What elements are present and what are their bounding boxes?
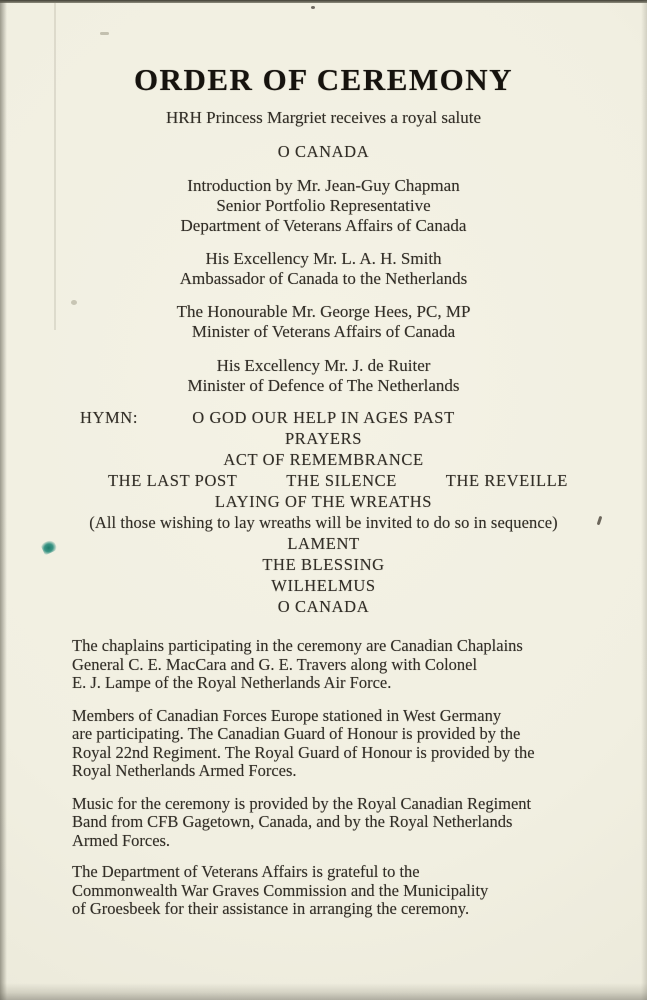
programme-item-act-of-remembrance: ACT OF REMEMBRANCE bbox=[223, 450, 424, 469]
scan-speck bbox=[311, 6, 315, 9]
speaker-line: His Excellency Mr. L. A. H. Smith bbox=[205, 249, 442, 268]
paragraph-line: Band from CFB Gagetown, Canada, and by the Royal Netherlands bbox=[72, 812, 513, 831]
ceremony-paragraph-guards bbox=[72, 707, 647, 781]
programme-item-prayers: PRAYERS bbox=[285, 429, 362, 448]
opening-anthem: O CANADA bbox=[277, 142, 370, 161]
speaker-line: Minister of Defence of The Netherlands bbox=[187, 376, 460, 395]
speaker-block-minister-defence bbox=[0, 356, 647, 396]
bugle-calls-row bbox=[108, 470, 568, 491]
scan-edge-left bbox=[0, 0, 7, 1000]
paragraph-line: E. J. Lampe of the Royal Netherlands Air Force. bbox=[72, 673, 392, 692]
paragraph-line: Members of Canadian Forces Europe stationed in West Germany bbox=[72, 705, 502, 725]
scan-edge-bottom bbox=[0, 983, 647, 1000]
speaker-line: Minister of Veterans Affairs of Canada bbox=[191, 322, 456, 341]
speaker-block-minister-veterans bbox=[0, 302, 647, 342]
bugle-call-silence: THE SILENCE bbox=[286, 471, 397, 490]
ceremony-paragraph-acknowledgement bbox=[72, 863, 647, 919]
closing-item-lament: LAMENT bbox=[287, 534, 360, 553]
speaker-line: The Honourable Mr. George Hees, PC, MP bbox=[176, 302, 471, 321]
paragraph-line: General C. E. MacCara and G. E. Travers along with Colonel bbox=[72, 654, 478, 674]
programme-section bbox=[0, 407, 647, 617]
speaker-line: Department of Veterans Affairs of Canada bbox=[180, 216, 467, 235]
speaker-line: Senior Portfolio Representative bbox=[216, 196, 431, 215]
scan-edge-right bbox=[641, 0, 647, 1000]
wreaths-heading: LAYING OF THE WREATHS bbox=[214, 492, 433, 511]
page-title: ORDER OF CEREMONY bbox=[133, 62, 514, 97]
wreaths-note: (All those wishing to lay wreaths will be invited to do so in sequence) bbox=[89, 513, 558, 532]
scan-edge-top bbox=[0, 0, 647, 3]
paragraph-line: The Department of Veterans Affairs is grateful to the bbox=[72, 862, 420, 881]
closing-item-blessing: THE BLESSING bbox=[262, 555, 385, 574]
bugle-call-last-post: THE LAST POST bbox=[108, 471, 238, 490]
ceremony-paragraph-chaplains bbox=[72, 637, 647, 693]
paragraph-line: The chaplains participating in the ceremony are Canadian Chaplains bbox=[72, 636, 523, 655]
hymn-row bbox=[0, 407, 647, 428]
paragraph-line: Music for the ceremony is provided by the Royal Canadian Regiment bbox=[72, 793, 532, 813]
paragraph-line: Royal Netherlands Armed Forces. bbox=[72, 761, 297, 780]
paragraph-line: of Groesbeek for their assistance in arranging the ceremony. bbox=[72, 899, 470, 918]
hymn-label: HYMN: bbox=[80, 408, 139, 427]
page-crease bbox=[54, 0, 56, 330]
speaker-line: His Excellency Mr. J. de Ruiter bbox=[216, 356, 431, 375]
closing-item-o-canada: O CANADA bbox=[277, 597, 370, 616]
scan-speck bbox=[71, 300, 77, 305]
speaker-line: Introduction by Mr. Jean-Guy Chapman bbox=[187, 176, 460, 195]
paragraph-line: Royal 22nd Regiment. The Royal Guard of Honour is provided by the bbox=[72, 742, 535, 762]
paragraph-line: Commonwealth War Graves Commission and the Municipality bbox=[72, 880, 489, 900]
salute-line: HRH Princess Margriet receives a royal salute bbox=[165, 108, 482, 127]
scan-speck bbox=[100, 32, 109, 35]
speaker-line: Ambassador of Canada to the Netherlands bbox=[179, 269, 468, 288]
closing-item-wilhelmus: WILHELMUS bbox=[271, 576, 376, 595]
paragraph-line: are participating. The Canadian Guard of Honour is provided by the bbox=[72, 724, 521, 743]
speaker-block-ambassador bbox=[0, 249, 647, 289]
speaker-block-introduction bbox=[0, 176, 647, 236]
bugle-call-reveille: THE REVEILLE bbox=[445, 471, 568, 490]
hymn-title: O GOD OUR HELP IN AGES PAST bbox=[192, 408, 455, 427]
ceremony-paragraph-music bbox=[72, 795, 647, 851]
paragraph-line: Armed Forces. bbox=[72, 830, 171, 850]
